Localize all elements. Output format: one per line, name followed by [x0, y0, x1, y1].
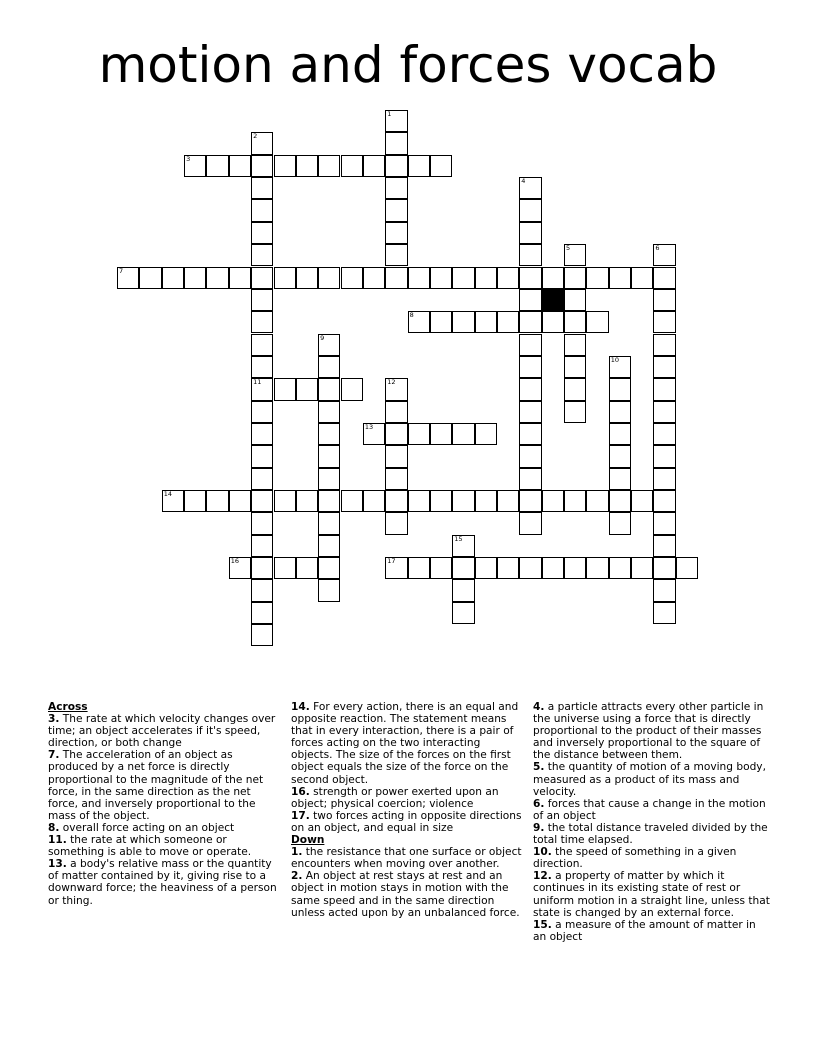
grid-cell[interactable] — [452, 535, 474, 557]
clue-number: 4 — [521, 177, 526, 186]
clue-down-10: 10. the speed of something in a given direction. — [533, 846, 737, 871]
grid-cell[interactable] — [229, 490, 251, 512]
grid-cell[interactable] — [609, 512, 631, 534]
grid-cell[interactable] — [385, 490, 407, 512]
grid-cell[interactable] — [519, 401, 541, 423]
grid-cell[interactable] — [318, 535, 340, 557]
down-heading: Down — [291, 834, 325, 847]
grid-cell[interactable] — [341, 490, 363, 512]
grid-cell[interactable] — [385, 199, 407, 221]
clue-across-17: 17. two forces acting in opposite directions on an object, and equal in size — [291, 809, 522, 834]
grid-cell[interactable] — [274, 267, 296, 289]
grid-cell[interactable] — [609, 423, 631, 445]
grid-cell[interactable] — [251, 445, 273, 467]
across-heading: Across — [48, 701, 88, 713]
grid-cell[interactable] — [229, 557, 251, 579]
grid-cell[interactable] — [519, 445, 541, 467]
grid-cell[interactable] — [251, 356, 273, 378]
grid-cell[interactable] — [229, 267, 251, 289]
grid-cell[interactable] — [206, 267, 228, 289]
clue-down-12: 12. a property of matter by which it continues in its existing state of rest or uniform motion in a straight line, unless that state is changed by an external force. — [533, 870, 770, 919]
grid-cell[interactable] — [363, 423, 385, 445]
clue-across-3: 3. The rate at which velocity changes over time; an object accelerates if it's speed, direction, or both change — [48, 713, 276, 750]
grid-cell[interactable] — [296, 267, 318, 289]
clue-number: 13 — [364, 422, 374, 431]
grid-cell[interactable] — [318, 155, 340, 177]
grid-cell[interactable] — [609, 401, 631, 423]
clue-down-15: 15. a measure of the amount of matter in an object — [533, 918, 756, 943]
grid-cell[interactable] — [430, 423, 452, 445]
clue-across-8: 8. overall force acting on an object — [48, 821, 235, 834]
grid-cell[interactable] — [452, 267, 474, 289]
grid-cell[interactable] — [251, 602, 273, 624]
grid-cell[interactable] — [251, 334, 273, 356]
grid-cell[interactable] — [653, 468, 675, 490]
grid-cell[interactable] — [184, 155, 206, 177]
clue-number: 17 — [387, 557, 396, 565]
grid-cell[interactable] — [251, 132, 273, 154]
grid-cell[interactable] — [251, 244, 273, 266]
grid-cell[interactable] — [609, 378, 631, 400]
grid-cell[interactable] — [408, 267, 430, 289]
clue-across-11: 11. the rate at which someone or something is able to move or operate. — [48, 834, 252, 859]
grid-cell[interactable] — [475, 267, 497, 289]
grid-cell[interactable] — [251, 512, 273, 534]
grid-cell[interactable] — [564, 356, 586, 378]
grid-cell[interactable] — [475, 557, 497, 579]
clue-number: 2 — [253, 132, 258, 141]
grid-cell[interactable] — [385, 155, 407, 177]
grid-cell[interactable] — [117, 267, 139, 289]
grid-cell[interactable] — [653, 490, 675, 512]
grid-cell[interactable] — [385, 557, 407, 579]
grid-cell[interactable] — [586, 490, 608, 512]
grid-cell[interactable] — [251, 378, 273, 400]
grid-cell[interactable] — [653, 557, 675, 579]
grid-cell[interactable] — [184, 490, 206, 512]
grid-cell[interactable] — [408, 155, 430, 177]
grid-cell[interactable] — [452, 602, 474, 624]
grid-cell[interactable] — [519, 311, 541, 333]
clue-number: 8 — [409, 311, 414, 320]
grid-cell[interactable] — [519, 222, 541, 244]
grid-cell[interactable] — [251, 401, 273, 423]
grid-cell[interactable] — [519, 378, 541, 400]
grid-cell[interactable] — [274, 557, 296, 579]
grid-cell[interactable] — [475, 423, 497, 445]
clue-number: 6 — [655, 244, 660, 253]
clue-number: 9 — [320, 333, 325, 342]
grid-cell[interactable] — [385, 378, 407, 400]
grid-cell[interactable] — [564, 401, 586, 423]
clue-number: 10 — [610, 355, 619, 364]
grid-cell[interactable] — [341, 155, 363, 177]
grid-cell[interactable] — [609, 267, 631, 289]
grid-cell[interactable] — [363, 267, 385, 289]
grid-cell[interactable] — [609, 557, 631, 579]
grid-cell[interactable] — [251, 199, 273, 221]
grid-cell[interactable] — [385, 445, 407, 467]
grid-cell[interactable] — [162, 267, 184, 289]
grid-cell[interactable] — [251, 289, 273, 311]
clue-number: 7 — [119, 266, 124, 275]
clue-down-9: 9. the total distance traveled divided by the total time elapsed. — [533, 821, 768, 847]
grid-cell[interactable] — [318, 267, 340, 289]
grid-cell[interactable] — [318, 490, 340, 512]
grid-cell[interactable] — [519, 244, 541, 266]
grid-cell[interactable] — [430, 267, 452, 289]
grid-cell[interactable] — [318, 579, 340, 601]
grid-cell[interactable] — [519, 468, 541, 490]
grid-cell[interactable] — [564, 267, 586, 289]
grid-cell[interactable] — [296, 490, 318, 512]
grid-cell[interactable] — [497, 557, 519, 579]
grid-cell[interactable] — [519, 557, 541, 579]
grid-cell[interactable] — [519, 177, 541, 199]
grid-cell[interactable] — [251, 222, 273, 244]
clue-down-1: 1. the resistance that one surface or object encounters when moving over another. — [291, 846, 522, 871]
clue-number: 11 — [253, 378, 262, 387]
grid-cell[interactable] — [653, 311, 675, 333]
grid-cell[interactable] — [341, 267, 363, 289]
grid-cell[interactable] — [251, 557, 273, 579]
grid-cell[interactable] — [385, 423, 407, 445]
clues-column-2 — [291, 701, 523, 919]
grid-cell[interactable] — [564, 557, 586, 579]
grid-cell[interactable] — [251, 177, 273, 199]
grid-cell[interactable] — [206, 490, 228, 512]
grid-cell[interactable] — [296, 155, 318, 177]
grid-cell[interactable] — [363, 490, 385, 512]
grid-cell[interactable] — [631, 267, 653, 289]
grid-cell[interactable] — [318, 378, 340, 400]
clue-across-7: 7. The acceleration of an object as produced by a net force is directly proportional to the magnitude of the net force, in the same direction as the net force, and inversely proportional to the mass of the object. — [48, 749, 264, 822]
clue-number: 1 — [387, 110, 392, 118]
grid-cell[interactable] — [430, 557, 452, 579]
grid-cell[interactable] — [564, 289, 586, 311]
clue-across-13: 13. a body's relative mass or the quantity of matter contained by it, giving rise to a downward force; the heaviness of a person or thing. — [48, 858, 277, 907]
grid-cell[interactable] — [251, 468, 273, 490]
grid-cell[interactable] — [385, 244, 407, 266]
grid-cell[interactable] — [274, 490, 296, 512]
page-title: motion and forces vocab — [98, 36, 718, 94]
grid-cell[interactable] — [296, 378, 318, 400]
grid-cell[interactable] — [564, 244, 586, 266]
grid-cell[interactable] — [229, 155, 251, 177]
grid-cell[interactable] — [274, 155, 296, 177]
grid-cell[interactable] — [318, 423, 340, 445]
grid-cell[interactable] — [408, 311, 430, 333]
grid-cell[interactable] — [452, 423, 474, 445]
grid-cell[interactable] — [542, 267, 564, 289]
grid-cell[interactable] — [385, 267, 407, 289]
grid-cell[interactable] — [564, 334, 586, 356]
grid-cell[interactable] — [653, 445, 675, 467]
clue-across-14: 14. For every action, there is an equal and opposite reaction. The statement means that in every interaction, there is a pair of forces acting on the two interacting objects. The size of the forces on the first object equals the size of the force on the second object. — [291, 701, 519, 786]
clue-down-5: 5. the quantity of motion of a moving body, measured as a product of its mass and velocity. — [533, 761, 766, 798]
grid-cell[interactable] — [363, 155, 385, 177]
clue-down-4: 4. a particle attracts every other particle in the universe using a force that is directly proportional to the product of their masses and inversely proportional to the square of the distance between them. — [533, 701, 764, 762]
grid-cell[interactable] — [653, 535, 675, 557]
grid-cell[interactable] — [452, 311, 474, 333]
grid-cell[interactable] — [653, 244, 675, 266]
grid-cell[interactable] — [296, 557, 318, 579]
grid-cell[interactable] — [430, 490, 452, 512]
grid-cell[interactable] — [274, 378, 296, 400]
grid-cell[interactable] — [631, 490, 653, 512]
grid-cell[interactable] — [497, 490, 519, 512]
grid-cell[interactable] — [519, 199, 541, 221]
grid-cell[interactable] — [385, 512, 407, 534]
grid-cell[interactable] — [318, 512, 340, 534]
grid-cell[interactable] — [631, 557, 653, 579]
grid-cell[interactable] — [519, 267, 541, 289]
grid-cell[interactable] — [653, 579, 675, 601]
grid-cell[interactable] — [251, 311, 273, 333]
grid-cell[interactable] — [385, 401, 407, 423]
clue-down-2: 2. An object at rest stays at rest and an object in motion stays in motion with the same speed and in the same direction unless acted upon by an unbalanced force. — [291, 870, 520, 919]
grid-cell[interactable] — [653, 356, 675, 378]
grid-cell[interactable] — [162, 490, 184, 512]
grid-cell[interactable] — [408, 423, 430, 445]
grid-cell[interactable] — [653, 289, 675, 311]
clue-across-16: 16. strength or power exerted upon an object; physical coercion; violence — [291, 785, 499, 810]
grid-cell[interactable] — [519, 289, 541, 311]
grid-cell[interactable] — [452, 557, 474, 579]
grid-cell[interactable] — [385, 132, 407, 154]
grid-cell[interactable] — [609, 468, 631, 490]
grid-cell[interactable] — [586, 267, 608, 289]
grid-cell[interactable] — [341, 378, 363, 400]
grid-cell[interactable] — [251, 624, 273, 646]
grid-cell[interactable] — [542, 311, 564, 333]
grid-cell[interactable] — [385, 468, 407, 490]
grid-cell[interactable] — [318, 557, 340, 579]
grid-cell[interactable] — [251, 535, 273, 557]
clues-column-3 — [533, 701, 771, 943]
clues-column-1 — [48, 701, 280, 907]
grid-cell[interactable] — [385, 222, 407, 244]
grid-cell[interactable] — [475, 490, 497, 512]
grid-cell[interactable] — [542, 557, 564, 579]
grid-cell[interactable] — [609, 445, 631, 467]
grid-cell[interactable] — [586, 557, 608, 579]
grid-cell[interactable] — [564, 490, 586, 512]
grid-cell[interactable] — [653, 512, 675, 534]
grid-cell[interactable] — [318, 356, 340, 378]
grid-cell[interactable] — [385, 110, 407, 132]
grid-cell[interactable] — [564, 378, 586, 400]
grid-cell[interactable] — [519, 490, 541, 512]
grid-cell[interactable] — [542, 490, 564, 512]
grid-cell[interactable] — [408, 490, 430, 512]
grid-cell[interactable] — [653, 401, 675, 423]
clue-number: 12 — [387, 378, 396, 387]
grid-cell[interactable] — [609, 356, 631, 378]
grid-cell[interactable] — [251, 579, 273, 601]
grid-cell[interactable] — [251, 490, 273, 512]
grid-cell[interactable] — [653, 602, 675, 624]
grid-cell[interactable] — [519, 356, 541, 378]
grid-cell[interactable] — [519, 334, 541, 356]
grid-black-cell — [542, 289, 564, 311]
grid-cell[interactable] — [497, 267, 519, 289]
grid-cell[interactable] — [318, 401, 340, 423]
grid-cell[interactable] — [385, 177, 407, 199]
clue-number: 3 — [186, 154, 191, 163]
grid-cell[interactable] — [475, 311, 497, 333]
clue-number: 14 — [163, 490, 172, 498]
grid-cell[interactable] — [452, 579, 474, 601]
grid-cell[interactable] — [184, 267, 206, 289]
clue-number: 5 — [566, 244, 571, 253]
grid-cell[interactable] — [653, 334, 675, 356]
grid-cell[interactable] — [497, 311, 519, 333]
grid-cell[interactable] — [408, 557, 430, 579]
grid-cell[interactable] — [653, 423, 675, 445]
grid-cell[interactable] — [519, 512, 541, 534]
grid-cell[interactable] — [206, 155, 228, 177]
clue-number: 15 — [454, 534, 463, 543]
grid-cell[interactable] — [318, 468, 340, 490]
grid-cell[interactable] — [318, 334, 340, 356]
grid-cell[interactable] — [251, 423, 273, 445]
grid-cell[interactable] — [430, 311, 452, 333]
clue-number: 16 — [230, 557, 240, 565]
grid-cell[interactable] — [452, 490, 474, 512]
grid-cell[interactable] — [139, 267, 161, 289]
grid-cell[interactable] — [430, 155, 452, 177]
grid-cell[interactable] — [519, 423, 541, 445]
grid-cell[interactable] — [609, 490, 631, 512]
grid-cell[interactable] — [676, 557, 698, 579]
grid-cell[interactable] — [251, 155, 273, 177]
grid-cell[interactable] — [586, 311, 608, 333]
grid-cell[interactable] — [318, 445, 340, 467]
grid-cell[interactable] — [653, 378, 675, 400]
grid-cell[interactable] — [564, 311, 586, 333]
grid-cell[interactable] — [653, 267, 675, 289]
clue-down-6: 6. forces that cause a change in the motion of an object — [533, 797, 766, 822]
grid-cell[interactable] — [251, 267, 273, 289]
